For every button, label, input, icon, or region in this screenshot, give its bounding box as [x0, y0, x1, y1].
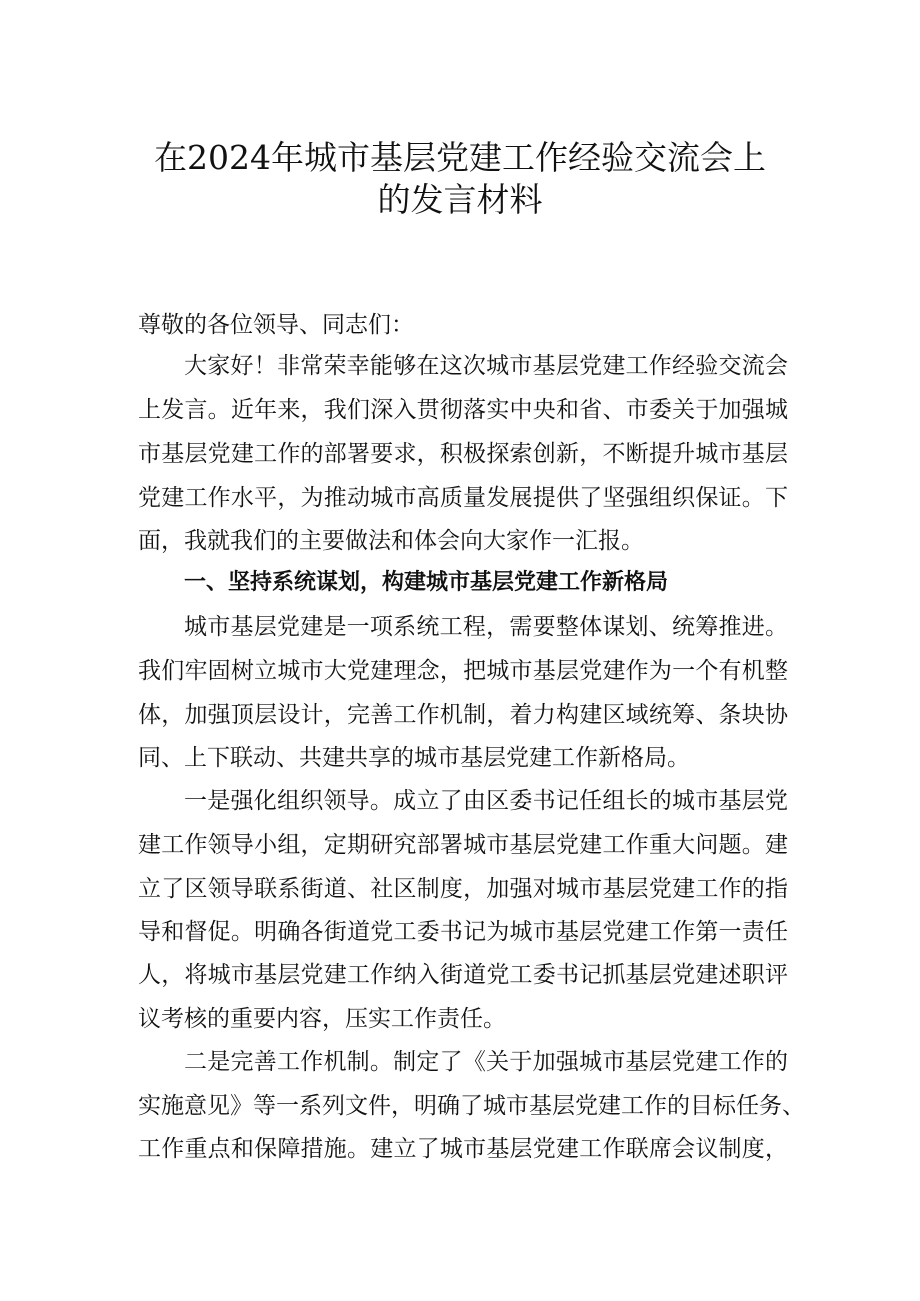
document-title-line-1: 在2024年城市基层党建工作经验交流会上	[154, 138, 766, 177]
section-heading: 一、坚持系统谋划，构建城市基层党建工作新格局	[184, 570, 669, 595]
body-line: 实施意见》等一系列文件，明确了城市基层党建工作的目标任务、	[138, 1093, 805, 1119]
body-line: 市基层党建工作的部署要求，积极探索创新，不断提升城市基层	[138, 441, 788, 467]
body-line: 大家好！非常荣幸能够在这次城市基层党建工作经验交流会	[184, 353, 788, 379]
body-line: 立了区领导联系街道、社区制度，加强对城市基层党建工作的指	[138, 876, 788, 902]
body-line: 二是完善工作机制。制定了《关于加强城市基层党建工作的	[184, 1049, 788, 1075]
body-line: 工作重点和保障措施。建立了城市基层党建工作联席会议制度，	[138, 1136, 788, 1162]
salutation: 尊敬的各位领导、同志们：	[138, 312, 414, 338]
body-line: 面，我就我们的主要做法和体会向大家作一汇报。	[138, 528, 644, 554]
body-line: 一是强化组织领导。成立了由区委书记任组长的城市基层党	[184, 788, 788, 814]
body-line: 党建工作水平，为推动城市高质量发展提供了坚强组织保证。下	[138, 485, 788, 511]
body-line: 上发言。近年来，我们深入贯彻落实中央和省、市委关于加强城	[138, 397, 788, 423]
document-title-line-2: 的发言材料	[377, 180, 543, 219]
body-line: 人，将城市基层党建工作纳入街道党工委书记抓基层党建述职评	[138, 962, 788, 988]
body-line: 我们牢固树立城市大党建理念，把城市基层党建作为一个有机整	[138, 658, 788, 684]
body-line: 建工作领导小组，定期研究部署城市基层党建工作重大问题。建	[138, 832, 788, 858]
body-line: 导和督促。明确各街道党工委书记为城市基层党建工作第一责任	[138, 919, 788, 945]
body-line: 体，加强顶层设计，完善工作机制，着力构建区域统筹、条块协	[138, 702, 788, 728]
body-line: 城市基层党建是一项系统工程，需要整体谋划、统筹推进。	[184, 614, 788, 640]
body-line: 同、上下联动、共建共享的城市基层党建工作新格局。	[138, 745, 690, 771]
body-line: 议考核的重要内容，压实工作责任。	[138, 1006, 506, 1032]
